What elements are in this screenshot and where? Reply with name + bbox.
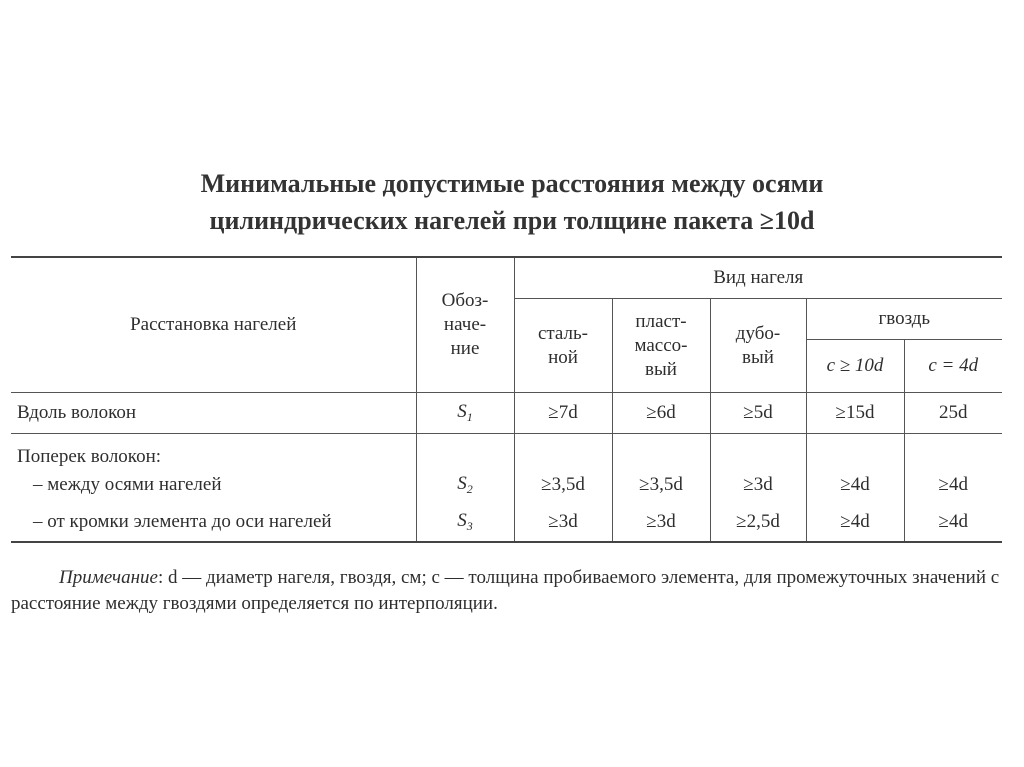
row-label: – от кромки элемента до оси нагелей bbox=[11, 502, 416, 542]
note-label: Примечание bbox=[59, 567, 158, 588]
table-row bbox=[11, 502, 1002, 542]
header-nail-c4: c = 4d bbox=[904, 340, 1002, 393]
cell-value: ≥3,5d bbox=[612, 468, 710, 502]
table-title bbox=[0, 165, 1024, 239]
header-placement: Расстановка нагелей bbox=[11, 257, 416, 393]
spacing-table bbox=[11, 256, 1002, 543]
row-symbol: $S_1$ bbox=[416, 393, 514, 434]
row-symbol: $S_2$ bbox=[416, 468, 514, 502]
table-row bbox=[11, 468, 1002, 502]
table-row bbox=[11, 393, 1002, 434]
cell-value: 25d bbox=[904, 393, 1002, 434]
cell-value: ≥2,5d bbox=[710, 502, 806, 542]
cell-value: ≥4d bbox=[806, 468, 904, 502]
table-note bbox=[11, 565, 1002, 617]
title-line-1: Минимальные допустимые расстояния между осями bbox=[200, 169, 824, 198]
cell-value: ≥4d bbox=[904, 468, 1002, 502]
cell-value: ≥4d bbox=[806, 502, 904, 542]
table-row-group bbox=[11, 434, 1002, 469]
header-steel: сталь- ной bbox=[514, 299, 612, 393]
row-label: Вдоль волокон bbox=[11, 393, 416, 434]
note-text: : d — диаметр нагеля, гвоздя, см; c — толщина пробиваемого элемента, для промежуточных значений c расстояние между гвоздями определяется по интерполяции. bbox=[11, 567, 1000, 614]
group-label: Поперек волокон: bbox=[17, 446, 162, 467]
cell-value: ≥6d bbox=[612, 393, 710, 434]
header-oak: дубо- вый bbox=[710, 299, 806, 393]
cell-value: ≥7d bbox=[514, 393, 612, 434]
header-designation: Обоз- наче- ние bbox=[416, 257, 514, 393]
header-dowel-kind: Вид нагеля bbox=[514, 257, 1002, 299]
header-nail: гвоздь bbox=[806, 299, 1002, 340]
cell-value: ≥3,5d bbox=[514, 468, 612, 502]
cell-value: ≥3d bbox=[612, 502, 710, 542]
cell-value: ≥15d bbox=[806, 393, 904, 434]
cell-value: ≥5d bbox=[710, 393, 806, 434]
cell-value: ≥4d bbox=[904, 502, 1002, 542]
row-label: – между осями нагелей bbox=[33, 474, 222, 495]
title-line-2: цилиндрических нагелей при толщине пакета ≥10d bbox=[209, 206, 815, 235]
row-symbol: $S_3$ bbox=[416, 502, 514, 542]
cell-value: ≥3d bbox=[514, 502, 612, 542]
header-nail-c10: c ≥ 10d bbox=[806, 340, 904, 393]
cell-value: ≥3d bbox=[710, 468, 806, 502]
header-plastic: пласт- массо- вый bbox=[612, 299, 710, 393]
